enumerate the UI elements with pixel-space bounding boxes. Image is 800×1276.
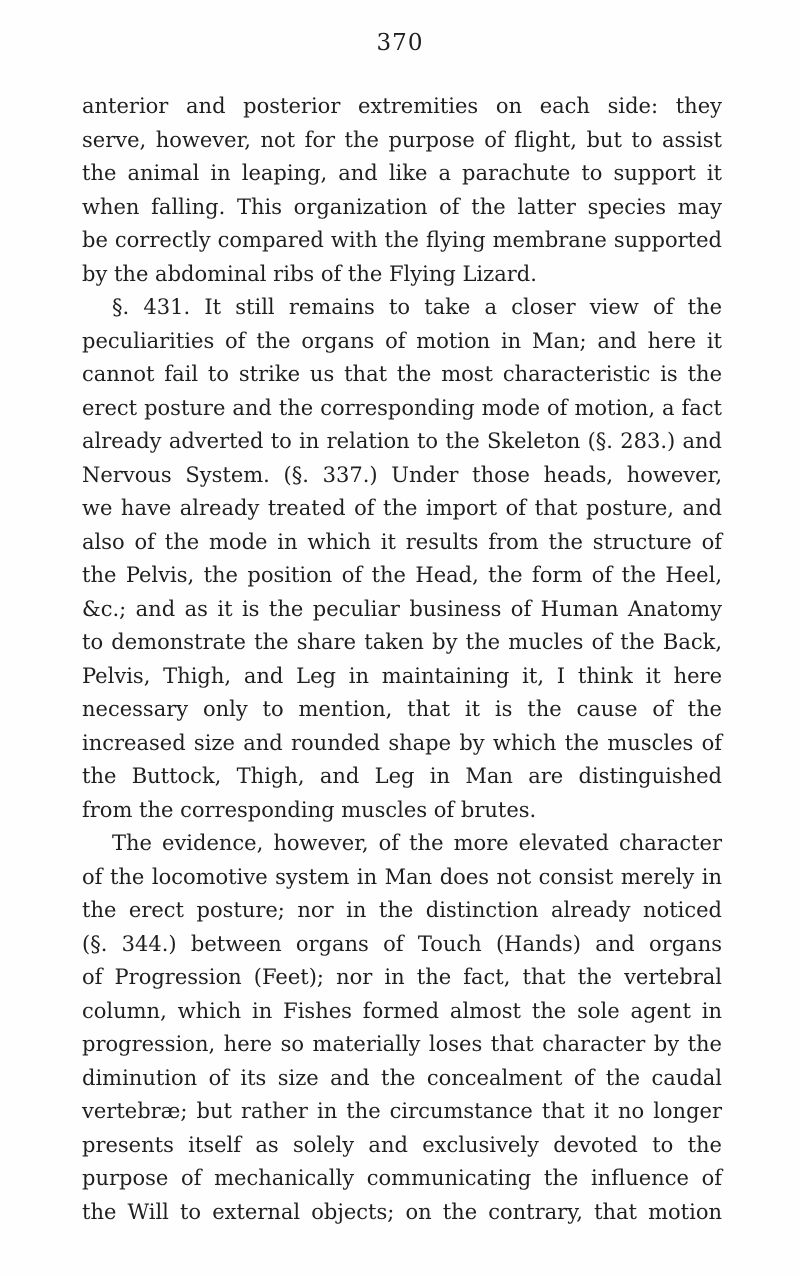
text-line: erect posture and the corresponding mode of motion, a fact: [82, 395, 722, 420]
text-line: cannot fail to strike us that the most characteristic is the: [82, 362, 722, 386]
text-line: the animal in leaping, and like a parachute to support it: [82, 161, 722, 185]
text-line: anterior and posterior extremities on each side: they: [82, 94, 722, 118]
text-line-paragraph-end: by the abdominal ribs of the Flying Lizard.: [82, 261, 537, 286]
text-line: Pelvis, Thigh, and Leg in maintaining it, I think it here: [82, 663, 722, 688]
text-line: we have already treated of the import of that posture, and: [82, 496, 722, 520]
text-line: the Buttock, Thigh, and Leg in Man are distinguished: [82, 764, 722, 788]
text-line: the Pelvis, the position of the Head, the form of the Heel,: [82, 563, 722, 587]
text-line: serve, however, not for the purpose of flight, but to assist: [82, 127, 722, 152]
text-line: &c.; and as it is the peculiar business of Human Anatomy: [82, 596, 722, 621]
text-line: diminution of its size and the concealment of the caudal: [82, 1065, 722, 1090]
text-line-paragraph-start: The evidence, however, of the more elevated character: [112, 831, 722, 855]
text-line: be correctly compared with the flying membrane supported: [82, 228, 722, 252]
text-line: already adverted to in relation to the Skeleton (§. 283.) and: [82, 429, 722, 453]
text-line: (§. 344.) between organs of Touch (Hands) and organs: [82, 931, 722, 956]
text-line: progression, here so materially loses that character by the: [82, 1032, 722, 1056]
text-line: when falling. This organization of the latter species may: [82, 194, 722, 219]
text-line: presents itself as solely and exclusively devoted to the: [82, 1132, 722, 1157]
text-line: necessary only to mention, that it is the cause of the: [82, 697, 722, 721]
text-line: purpose of mechanically communicating the influence of: [82, 1166, 722, 1190]
text-line-paragraph-start: §. 431. It still remains to take a closer view of the: [112, 295, 722, 319]
page-number: 370: [376, 30, 424, 56]
text-line: increased size and rounded shape by which the muscles of: [82, 730, 722, 755]
text-line-paragraph-end: from the corresponding muscles of brutes.: [82, 797, 537, 822]
body-text: [82, 90, 722, 1229]
text-line: to demonstrate the share taken by the mucles of the Back,: [82, 630, 722, 654]
text-line: vertebræ; but rather in the circumstance that it no longer: [82, 1099, 722, 1123]
text-line: peculiarities of the organs of motion in Man; and here it: [82, 328, 722, 353]
text-line: Nervous System. (§. 337.) Under those heads, however,: [82, 462, 722, 487]
text-line: also of the mode in which it results from the structure of: [82, 529, 722, 554]
text-line: the erect posture; nor in the distinction already noticed: [82, 898, 722, 922]
text-line: the Will to external objects; on the contrary, that motion: [82, 1199, 722, 1224]
text-line: column, which in Fishes formed almost the sole agent in: [82, 998, 722, 1023]
text-line: of Progression (Feet); nor in the fact, that the vertebral: [82, 965, 722, 989]
text-line: of the locomotive system in Man does not consist merely in: [82, 864, 722, 889]
